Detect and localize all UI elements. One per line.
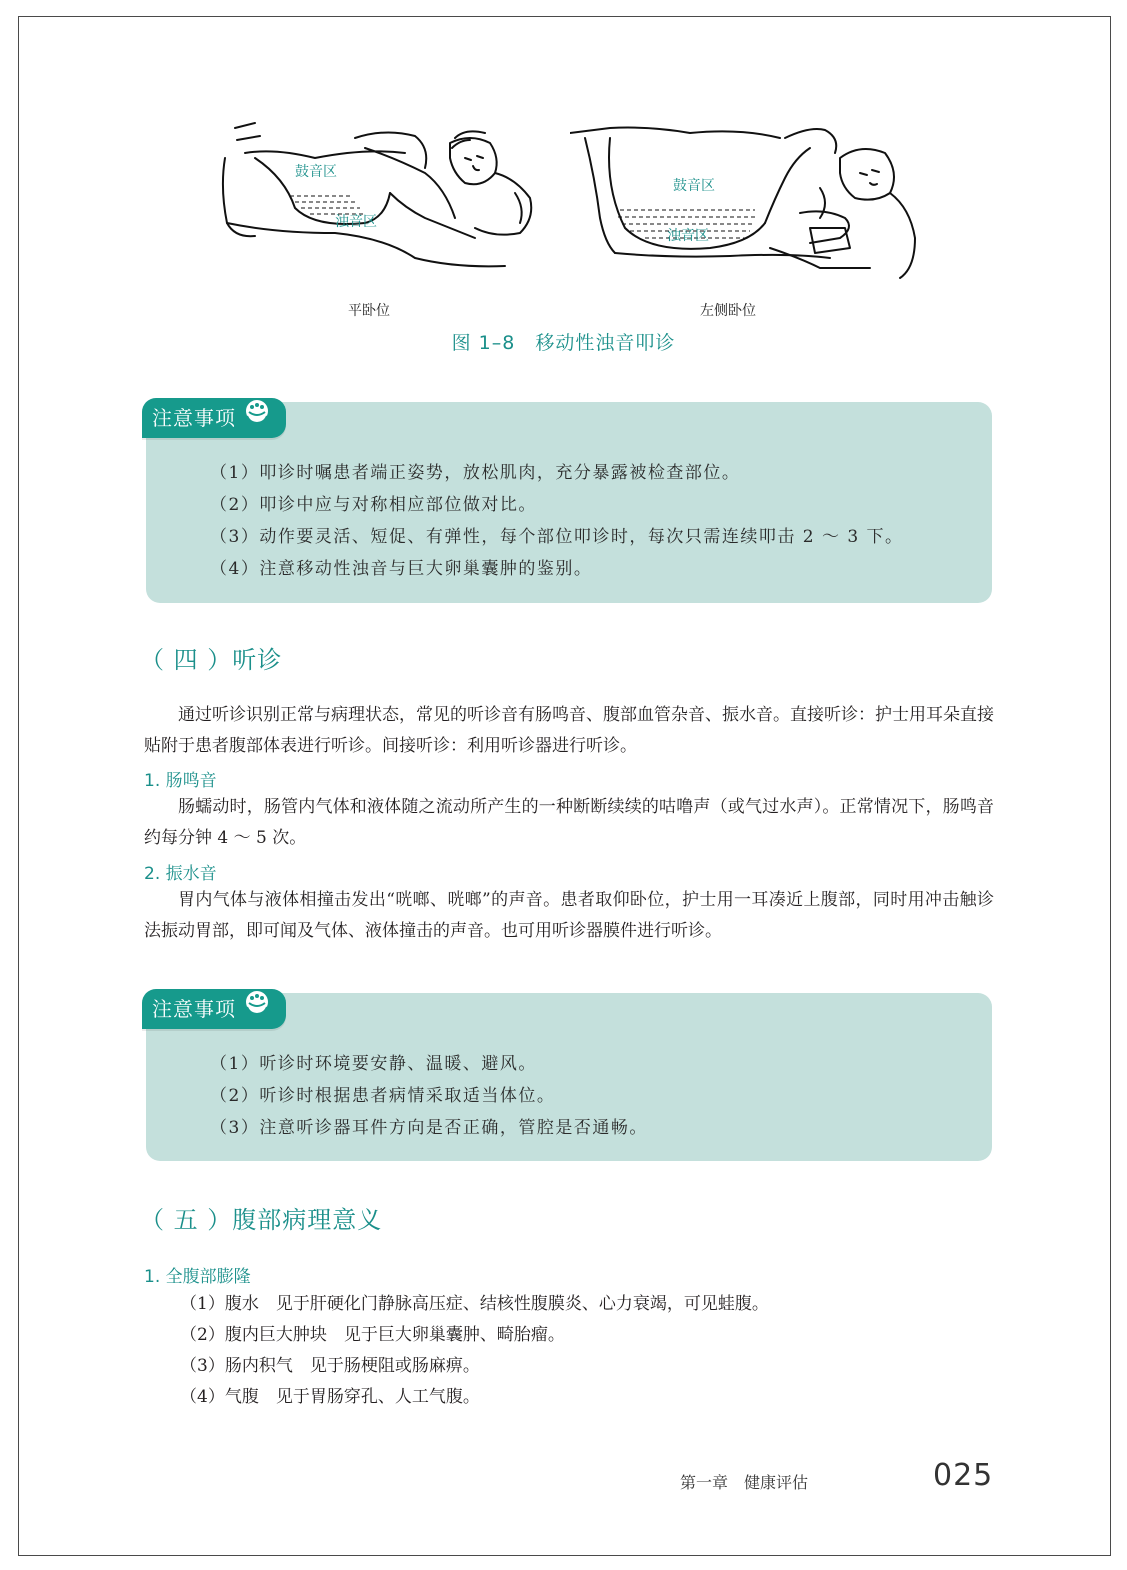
note-heading: 注意事项	[152, 406, 236, 430]
page-frame-left	[18, 16, 19, 1556]
supine-dullness-zone-label: 浊音区	[335, 214, 377, 230]
caring-hands-icon	[242, 398, 272, 439]
figure-title	[0, 328, 1127, 355]
caring-hands-icon	[242, 989, 272, 1030]
list-item: （3）注意听诊器耳件方向是否正确，管腔是否通畅。	[210, 1118, 648, 1138]
note-list-percussion	[210, 457, 904, 585]
distension-causes-list	[180, 1289, 769, 1413]
note-list-auscultation	[210, 1048, 648, 1144]
supine-tympany-zone-label: 鼓音区	[295, 164, 337, 180]
page-frame-right	[1110, 16, 1111, 1556]
note-tab-auscultation	[142, 989, 286, 1029]
note-heading: 注意事项	[152, 997, 236, 1021]
list-item: （4）气腹 见于胃肠穿孔、人工气腹。	[180, 1387, 480, 1407]
left-lateral-caption: 左侧卧位	[700, 303, 756, 319]
lateral-dullness-zone-label: 浊音区	[667, 228, 709, 244]
list-item: （1）叩诊时嘱患者端正姿势，放松肌肉，充分暴露被检查部位。	[210, 463, 741, 483]
section-heading-auscultation: （ 四 ）听诊	[140, 646, 283, 674]
list-item: （2）听诊时根据患者病情采取适当体位。	[210, 1086, 556, 1106]
list-item: （2）腹内巨大肿块 见于巨大卵巢囊肿、畸胎瘤。	[180, 1325, 565, 1345]
list-item: （4）注意移动性浊音与巨大卵巢囊肿的鉴别。	[210, 559, 593, 579]
auscultation-intro: 通过听诊识别正常与病理状态，常见的听诊音有肠鸣音、腹部血管杂音、振水音。直接听诊：护士用耳朵直接贴附于患者腹部体表进行听诊。间接听诊：利用听诊器进行听诊。	[144, 705, 994, 756]
page-frame-top	[18, 16, 1111, 17]
list-item: （3）肠内积气 见于肠梗阻或肠麻痹。	[180, 1356, 480, 1376]
list-item: （3）动作要灵活、短促、有弹性，每个部位叩诊时，每次只需连续叩击 2 ～ 3 下。	[210, 527, 904, 547]
figure-number: 图 1–8	[451, 332, 516, 354]
footer-chapter: 第一章 健康评估	[680, 1473, 809, 1492]
list-item: （1）腹水 见于肝硬化门静脉高压症、结核性腹膜炎、心力衰竭，可见蛙腹。	[180, 1294, 769, 1314]
subheading-succussion-splash: 2. 振水音	[144, 864, 217, 884]
lateral-tympany-zone-label: 鼓音区	[673, 178, 715, 194]
figure-supine-illustration	[215, 118, 540, 288]
figure-title-text: 移动性浊音叩诊	[535, 332, 676, 354]
succussion-splash-text: 胃内气体与液体相撞击发出“咣啷、咣啷”的声音。患者取仰卧位，护士用一耳凑近上腹部，同时用冲击触诊法振动胃部，即可闻及气体、液体撞击的声音。也可用听诊器膜件进行听诊。	[144, 890, 994, 941]
figure-left-lateral-illustration	[570, 118, 925, 293]
list-item: （2）叩诊中应与对称相应部位做对比。	[210, 495, 537, 515]
page-number: 025	[933, 1458, 994, 1493]
page-frame-bottom	[18, 1555, 1111, 1556]
bowel-sounds-text: 肠蠕动时，肠管内气体和液体随之流动所产生的一种断断续续的咕噜声（或气过水声）。正常情况下，肠鸣音约每分钟 4 ～ 5 次。	[144, 797, 994, 848]
subheading-abdominal-distension: 1. 全腹部膨隆	[144, 1267, 251, 1287]
section-heading-pathology: （ 五 ）腹部病理意义	[140, 1206, 383, 1234]
list-item: （1）听诊时环境要安静、温暖、避风。	[210, 1054, 537, 1074]
subheading-bowel-sounds: 1. 肠鸣音	[144, 771, 217, 791]
note-tab-percussion	[142, 398, 286, 438]
supine-caption: 平卧位	[348, 303, 390, 319]
